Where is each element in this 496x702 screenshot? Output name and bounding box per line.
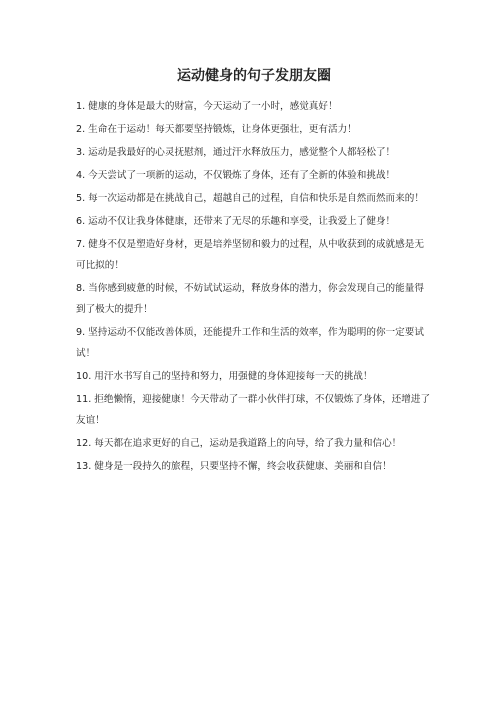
- list-item: [76, 96, 432, 117]
- item-text: 今天尝试了一项新的运动，不仅锻炼了身体，还有了全新的体验和挑战！: [88, 170, 396, 181]
- item-number: 3.: [76, 147, 86, 158]
- item-number: 6.: [76, 216, 86, 227]
- list-item: [76, 119, 432, 140]
- item-text: 坚持运动不仅能改善体质，还能提升工作和生活的效率，作为聪明的你一定要试试！: [76, 327, 424, 359]
- item-number: 2.: [76, 124, 86, 135]
- item-number: 7.: [76, 239, 86, 250]
- list-item: [76, 211, 432, 232]
- item-number: 10.: [76, 371, 92, 382]
- item-text: 健康的身体是最大的财富，今天运动了一小时，感觉真好！: [88, 101, 338, 112]
- item-text: 健身是一段持久的旅程，只要坚持不懈，终会收获健康、美丽和自信！: [94, 461, 392, 472]
- document-title: 运动健身的句子发朋友圈: [177, 68, 331, 84]
- list-item: [76, 366, 432, 387]
- sentence-list: [76, 96, 432, 477]
- item-text: 运动不仅让我身体健康，还带来了无尽的乐趣和享受，让我爱上了健身！: [88, 216, 396, 227]
- list-item: [76, 165, 432, 186]
- list-item: [76, 234, 432, 276]
- item-number: 1.: [76, 101, 86, 112]
- item-number: 4.: [76, 170, 86, 181]
- item-number: 12.: [76, 438, 92, 449]
- item-text: 健身不仅是塑造好身材，更是培养坚韧和毅力的过程，从中收获到的成就感是无可比拟的！: [76, 239, 424, 271]
- list-item: [76, 433, 432, 454]
- item-text: 每一次运动都是在挑战自己，超越自己的过程，自信和快乐是自然而然而来的！: [88, 193, 424, 204]
- list-item: [76, 142, 432, 163]
- item-text: 运动是我最好的心灵抚慰剂，通过汗水释放压力，感觉整个人都轻松了！: [88, 147, 396, 158]
- item-text: 生命在于运动！每天都要坚持锻炼，让身体更强壮，更有活力！: [88, 124, 357, 135]
- list-item: [76, 389, 432, 431]
- item-text: 拒绝懒惰，迎接健康！今天带动了一群小伙伴打球，不仅锻炼了身体，还增进了友谊！: [76, 394, 431, 426]
- item-text: 用汗水书写自己的坚持和努力，用强健的身体迎接每一天的挑战！: [94, 371, 373, 382]
- list-item: [76, 188, 432, 209]
- list-item: [76, 278, 432, 320]
- item-number: 9.: [76, 327, 86, 338]
- item-number: 13.: [76, 461, 92, 472]
- item-number: 8.: [76, 283, 86, 294]
- item-number: 11.: [76, 394, 92, 405]
- item-text: 当你感到疲惫的时候，不妨试试运动，释放身体的潜力，你会发现自己的能量得到了极大的提升！: [76, 283, 424, 315]
- item-number: 5.: [76, 193, 86, 204]
- list-item: [76, 322, 432, 364]
- list-item: [76, 456, 432, 477]
- item-text: 每天都在追求更好的自己，运动是我道路上的向导，给了我力量和信心！: [94, 438, 402, 449]
